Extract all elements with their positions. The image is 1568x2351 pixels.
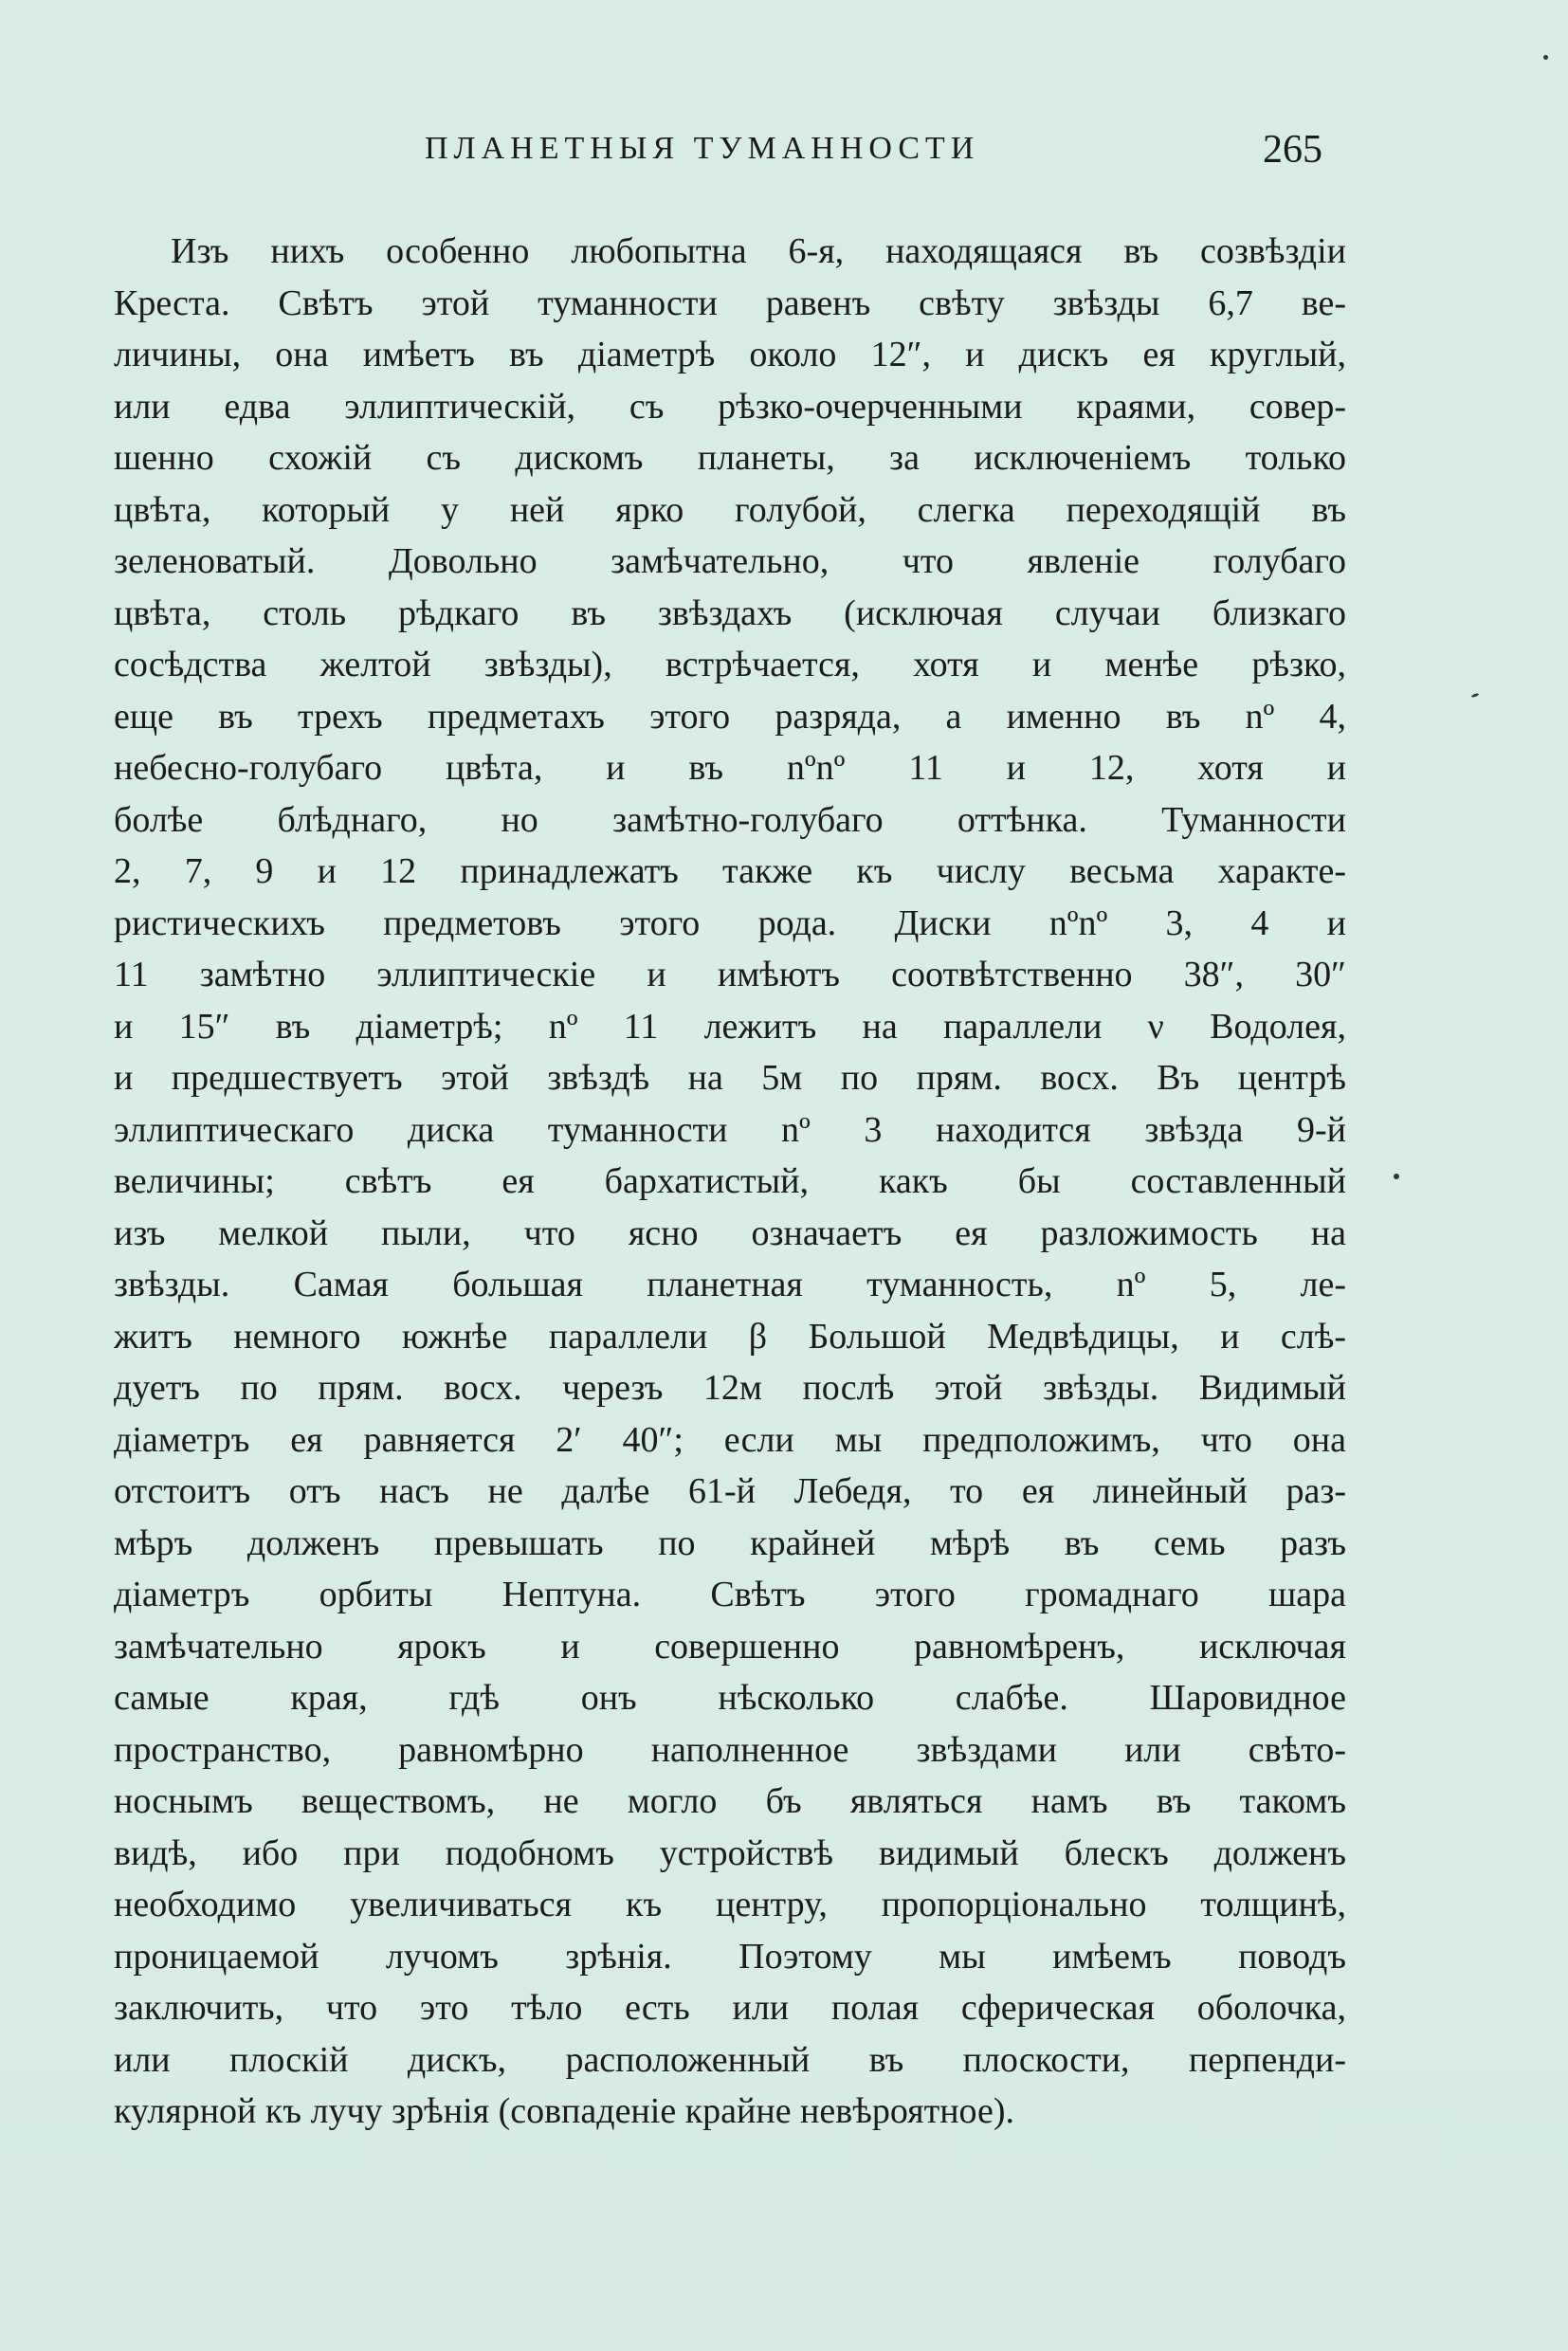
text-line: или плоскій дискъ, расположенный въ плоскости, перпенди- [114,2039,1346,2080]
text-line: діаметръ орбиты Нептуна. Свѣтъ этого громаднаго шара [114,1575,1346,1614]
text-line: зеленоватый. Довольно замѣчательно, что явленіе голубаго [114,541,1346,581]
ink-speck [1394,1174,1399,1179]
text-line: 2, 7, 9 и 12 принадлежатъ также къ числу весьма характе- [114,851,1346,891]
text-line: изъ мелкой пыли, что ясно означаетъ ея разложимость на [114,1212,1346,1253]
text-line: сосѣдства желтой звѣзды), встрѣчается, хотя и менѣе рѣзко, [114,645,1346,684]
text-line: ристическихъ предметовъ этого рода. Диски nºnº 3, 4 и [114,902,1346,943]
text-line: цвѣта, столь рѣдкаго въ звѣздахъ (исключая случаи близкаго [114,592,1346,633]
text-line: еще въ трехъ предметахъ этого разряда, а именно въ nº 4, [114,696,1346,737]
text-line: болѣе блѣднаго, но замѣтно-голубаго оттѣнка. Туманности [114,799,1346,840]
body-paragraph [114,226,1346,2138]
ink-speck [1471,693,1480,699]
text-line: цвѣта, который у ней ярко голубой, слегка переходящій въ [114,489,1346,530]
running-title: ПЛАНЕТНЫЯ ТУМАННОСТИ [425,131,980,166]
ink-speck [1543,55,1548,60]
text-line: кулярной къ лучу зрѣнія (совпаденіе крайне невѣроятное). [114,2091,1015,2131]
text-line: 11 замѣтно эллиптическіе и имѣютъ соотвѣтственно 38″, 30″ [114,955,1346,994]
text-line: пространство, равномѣрно наполненное звѣздами или свѣто- [114,1729,1346,1770]
text-line: звѣзды. Самая большая планетная туманность, nº 5, ле- [114,1265,1346,1304]
text-line: шенно схожій съ дискомъ планеты, за исключеніемъ только [114,438,1346,478]
text-line: величины; свѣтъ ея бархатистый, какъ бы составленный [114,1161,1346,1201]
text-line: житъ немного южнѣе параллели β Большой Медвѣдицы, и слѣ- [114,1316,1346,1357]
page-number: 265 [1263,128,1322,172]
text-line: діаметръ ея равняется 2′ 40″; если мы предположимъ, что она [114,1419,1346,1460]
text-line: видѣ, ибо при подобномъ устройствѣ видимый блескъ долженъ [114,1832,1346,1873]
text-line: дуетъ по прям. восх. черезъ 12м послѣ этой звѣзды. Видимый [114,1368,1346,1408]
text-line: Креста. Свѣтъ этой туманности равенъ свѣту звѣзды 6,7 ве- [114,282,1346,323]
text-line: и предшествуетъ этой звѣздѣ на 5м по прям. восх. Въ центрѣ [114,1058,1346,1098]
text-line: проницаемой лучомъ зрѣнія. Поэтому мы имѣемъ поводъ [114,1936,1346,1977]
text-line: замѣчательно ярокъ и совершенно равномѣренъ, исключая [114,1626,1346,1667]
text-line: личины, она имѣетъ въ діаметрѣ около 12″, и дискъ ея круглый, [114,335,1346,374]
text-line: и 15″ въ діаметрѣ; nº 11 лежитъ на параллели ν Водолея, [114,1006,1346,1047]
text-line: необходимо увеличиваться къ центру, пропорціонально толщинѣ, [114,1885,1346,1924]
text-line: заключить, что это тѣло есть или полая сферическая оболочка, [114,1988,1346,2028]
text-line: небесно-голубаго цвѣта, и въ nºnº 11 и 12, хотя и [114,748,1346,788]
text-line: Изъ нихъ особенно любопытна 6-я, находящаяся въ созвѣздіи [171,231,1346,271]
text-line: отстоитъ отъ насъ не далѣе 61-й Лебедя, то ея линейный раз- [114,1471,1346,1511]
text-line: или едва эллиптическій, съ рѣзко-очерченными краями, совер- [114,386,1346,427]
text-line: самые края, гдѣ онъ нѣсколько слабѣе. Шаровидное [114,1678,1346,1718]
text-line: носнымъ веществомъ, не могло бъ являться намъ въ такомъ [114,1781,1346,1821]
text-line: эллиптическаго диска туманности nº 3 находится звѣзда 9-й [114,1109,1346,1150]
text-line: мѣръ долженъ превышать по крайней мѣрѣ въ семь разъ [114,1522,1346,1563]
